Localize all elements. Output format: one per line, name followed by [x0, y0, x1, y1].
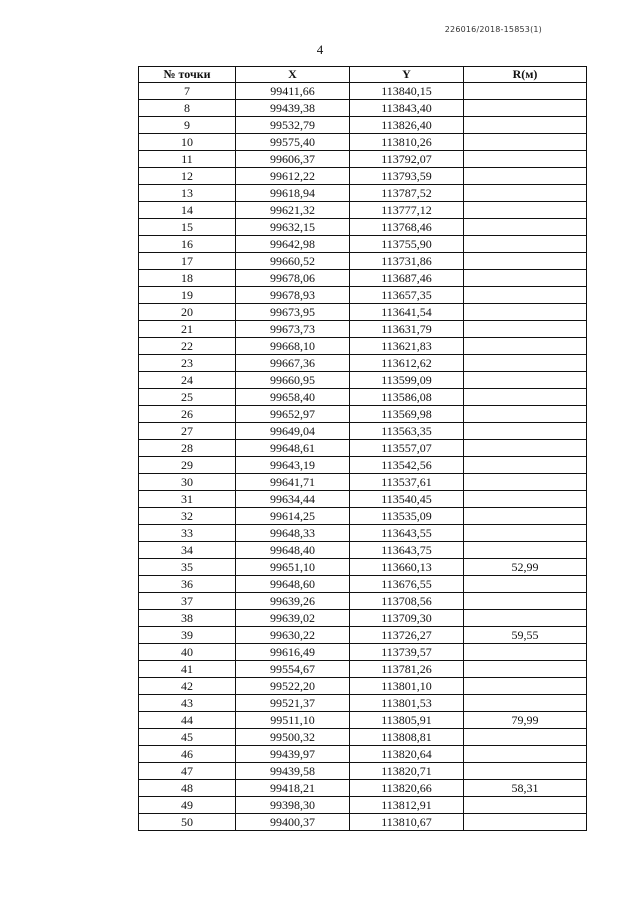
- table-row: [139, 372, 587, 389]
- cell-point-number: 22: [139, 338, 236, 355]
- table-row: [139, 627, 587, 644]
- cell-radius: [464, 542, 587, 559]
- cell-x: 99648,61: [236, 440, 350, 457]
- table-row: [139, 134, 587, 151]
- cell-radius: [464, 576, 587, 593]
- table-row: [139, 219, 587, 236]
- cell-radius: 79,99: [464, 712, 587, 729]
- cell-y: 113643,55: [350, 525, 464, 542]
- table-row: [139, 508, 587, 525]
- cell-y: 113820,64: [350, 746, 464, 763]
- cell-point-number: 27: [139, 423, 236, 440]
- cell-radius: [464, 202, 587, 219]
- cell-y: 113826,40: [350, 117, 464, 134]
- cell-radius: [464, 321, 587, 338]
- cell-radius: [464, 525, 587, 542]
- cell-point-number: 9: [139, 117, 236, 134]
- cell-radius: [464, 797, 587, 814]
- cell-x: 99658,40: [236, 389, 350, 406]
- cell-radius: [464, 729, 587, 746]
- cell-point-number: 14: [139, 202, 236, 219]
- cell-y: 113805,91: [350, 712, 464, 729]
- table-row: [139, 304, 587, 321]
- cell-point-number: 16: [139, 236, 236, 253]
- cell-radius: [464, 117, 587, 134]
- cell-y: 113709,30: [350, 610, 464, 627]
- table-row: [139, 100, 587, 117]
- table-row: [139, 202, 587, 219]
- cell-radius: [464, 304, 587, 321]
- cell-point-number: 8: [139, 100, 236, 117]
- cell-x: 99614,25: [236, 508, 350, 525]
- table-row: [139, 593, 587, 610]
- header-y: Y: [350, 67, 464, 83]
- cell-point-number: 13: [139, 185, 236, 202]
- cell-point-number: 47: [139, 763, 236, 780]
- cell-radius: [464, 610, 587, 627]
- cell-x: 99641,71: [236, 474, 350, 491]
- cell-radius: [464, 406, 587, 423]
- table-row: [139, 185, 587, 202]
- cell-x: 99648,40: [236, 542, 350, 559]
- cell-radius: [464, 814, 587, 831]
- cell-y: 113777,12: [350, 202, 464, 219]
- coordinates-table: [138, 66, 587, 831]
- cell-radius: [464, 763, 587, 780]
- table-row: [139, 746, 587, 763]
- cell-point-number: 48: [139, 780, 236, 797]
- cell-y: 113657,35: [350, 287, 464, 304]
- cell-x: 99678,93: [236, 287, 350, 304]
- cell-y: 113563,35: [350, 423, 464, 440]
- table-row: [139, 661, 587, 678]
- cell-y: 113676,55: [350, 576, 464, 593]
- cell-point-number: 10: [139, 134, 236, 151]
- cell-y: 113643,75: [350, 542, 464, 559]
- table-row: [139, 576, 587, 593]
- cell-point-number: 36: [139, 576, 236, 593]
- table-row: [139, 389, 587, 406]
- cell-x: 99418,21: [236, 780, 350, 797]
- table-row: [139, 525, 587, 542]
- cell-point-number: 33: [139, 525, 236, 542]
- table-row: [139, 712, 587, 729]
- cell-x: 99632,15: [236, 219, 350, 236]
- cell-x: 99673,73: [236, 321, 350, 338]
- table-row: [139, 542, 587, 559]
- cell-point-number: 25: [139, 389, 236, 406]
- table-header-row: [139, 67, 587, 83]
- cell-point-number: 30: [139, 474, 236, 491]
- table-row: [139, 814, 587, 831]
- cell-y: 113739,57: [350, 644, 464, 661]
- table-row: [139, 491, 587, 508]
- table-row: [139, 236, 587, 253]
- cell-y: 113708,56: [350, 593, 464, 610]
- cell-point-number: 18: [139, 270, 236, 287]
- cell-point-number: 43: [139, 695, 236, 712]
- table-row: [139, 610, 587, 627]
- table-row: [139, 423, 587, 440]
- cell-y: 113787,52: [350, 185, 464, 202]
- cell-x: 99642,98: [236, 236, 350, 253]
- cell-radius: [464, 134, 587, 151]
- cell-x: 99651,10: [236, 559, 350, 576]
- table-row: [139, 457, 587, 474]
- cell-point-number: 35: [139, 559, 236, 576]
- cell-y: 113801,10: [350, 678, 464, 695]
- cell-radius: [464, 253, 587, 270]
- cell-point-number: 46: [139, 746, 236, 763]
- cell-y: 113569,98: [350, 406, 464, 423]
- cell-x: 99398,30: [236, 797, 350, 814]
- table-row: [139, 168, 587, 185]
- table-row: [139, 83, 587, 100]
- cell-x: 99618,94: [236, 185, 350, 202]
- cell-x: 99634,44: [236, 491, 350, 508]
- cell-x: 99575,40: [236, 134, 350, 151]
- cell-x: 99521,37: [236, 695, 350, 712]
- cell-x: 99532,79: [236, 117, 350, 134]
- cell-y: 113792,07: [350, 151, 464, 168]
- cell-point-number: 23: [139, 355, 236, 372]
- cell-radius: [464, 678, 587, 695]
- table-row: [139, 559, 587, 576]
- cell-point-number: 29: [139, 457, 236, 474]
- cell-radius: 52,99: [464, 559, 587, 576]
- cell-point-number: 40: [139, 644, 236, 661]
- cell-radius: [464, 270, 587, 287]
- cell-radius: [464, 440, 587, 457]
- table-row: [139, 644, 587, 661]
- cell-radius: 59,55: [464, 627, 587, 644]
- cell-y: 113768,46: [350, 219, 464, 236]
- cell-x: 99678,06: [236, 270, 350, 287]
- cell-radius: [464, 355, 587, 372]
- cell-x: 99639,26: [236, 593, 350, 610]
- cell-x: 99643,19: [236, 457, 350, 474]
- cell-point-number: 45: [139, 729, 236, 746]
- cell-radius: [464, 287, 587, 304]
- cell-point-number: 17: [139, 253, 236, 270]
- cell-point-number: 15: [139, 219, 236, 236]
- cell-x: 99652,97: [236, 406, 350, 423]
- cell-point-number: 50: [139, 814, 236, 831]
- cell-x: 99612,22: [236, 168, 350, 185]
- cell-y: 113840,15: [350, 83, 464, 100]
- cell-radius: [464, 168, 587, 185]
- cell-radius: [464, 151, 587, 168]
- cell-y: 113557,07: [350, 440, 464, 457]
- cell-radius: [464, 236, 587, 253]
- table-row: [139, 729, 587, 746]
- cell-radius: [464, 491, 587, 508]
- cell-x: 99439,58: [236, 763, 350, 780]
- cell-x: 99606,37: [236, 151, 350, 168]
- cell-radius: [464, 338, 587, 355]
- table-row: [139, 440, 587, 457]
- page-number: 4: [316, 42, 324, 57]
- table-row: [139, 321, 587, 338]
- cell-point-number: 20: [139, 304, 236, 321]
- cell-radius: [464, 100, 587, 117]
- cell-point-number: 42: [139, 678, 236, 695]
- cell-radius: [464, 389, 587, 406]
- cell-x: 99411,66: [236, 83, 350, 100]
- cell-x: 99400,37: [236, 814, 350, 831]
- cell-point-number: 11: [139, 151, 236, 168]
- cell-y: 113612,62: [350, 355, 464, 372]
- cell-point-number: 31: [139, 491, 236, 508]
- cell-y: 113621,83: [350, 338, 464, 355]
- cell-point-number: 34: [139, 542, 236, 559]
- cell-x: 99649,04: [236, 423, 350, 440]
- table-row: [139, 253, 587, 270]
- cell-y: 113731,86: [350, 253, 464, 270]
- cell-y: 113820,66: [350, 780, 464, 797]
- cell-y: 113810,67: [350, 814, 464, 831]
- cell-y: 113781,26: [350, 661, 464, 678]
- header-x: X: [236, 67, 350, 83]
- cell-point-number: 28: [139, 440, 236, 457]
- cell-radius: [464, 593, 587, 610]
- cell-y: 113843,40: [350, 100, 464, 117]
- cell-x: 99621,32: [236, 202, 350, 219]
- cell-x: 99554,67: [236, 661, 350, 678]
- table-row: [139, 695, 587, 712]
- table-row: [139, 270, 587, 287]
- cell-point-number: 44: [139, 712, 236, 729]
- table-row: [139, 678, 587, 695]
- cell-y: 113726,27: [350, 627, 464, 644]
- cell-x: 99522,20: [236, 678, 350, 695]
- cell-y: 113535,09: [350, 508, 464, 525]
- cell-y: 113812,91: [350, 797, 464, 814]
- table-row: [139, 406, 587, 423]
- cell-radius: [464, 423, 587, 440]
- cell-point-number: 41: [139, 661, 236, 678]
- cell-radius: [464, 746, 587, 763]
- cell-y: 113537,61: [350, 474, 464, 491]
- cell-y: 113641,54: [350, 304, 464, 321]
- table-row: [139, 338, 587, 355]
- cell-y: 113542,56: [350, 457, 464, 474]
- cell-x: 99500,32: [236, 729, 350, 746]
- cell-point-number: 49: [139, 797, 236, 814]
- cell-x: 99511,10: [236, 712, 350, 729]
- cell-point-number: 26: [139, 406, 236, 423]
- table-row: [139, 117, 587, 134]
- cell-y: 113801,53: [350, 695, 464, 712]
- cell-point-number: 19: [139, 287, 236, 304]
- cell-radius: [464, 661, 587, 678]
- cell-point-number: 12: [139, 168, 236, 185]
- cell-radius: [464, 474, 587, 491]
- cell-y: 113540,45: [350, 491, 464, 508]
- cell-y: 113687,46: [350, 270, 464, 287]
- table-row: [139, 763, 587, 780]
- cell-x: 99648,33: [236, 525, 350, 542]
- cell-point-number: 37: [139, 593, 236, 610]
- cell-x: 99667,36: [236, 355, 350, 372]
- table-row: [139, 151, 587, 168]
- cell-x: 99660,95: [236, 372, 350, 389]
- cell-radius: [464, 644, 587, 661]
- cell-point-number: 38: [139, 610, 236, 627]
- cell-radius: [464, 185, 587, 202]
- cell-point-number: 21: [139, 321, 236, 338]
- cell-radius: [464, 457, 587, 474]
- cell-radius: [464, 508, 587, 525]
- document-id: 226016/2018-15853(1): [444, 25, 542, 34]
- cell-x: 99639,02: [236, 610, 350, 627]
- cell-point-number: 39: [139, 627, 236, 644]
- cell-radius: [464, 83, 587, 100]
- table-row: [139, 355, 587, 372]
- cell-x: 99648,60: [236, 576, 350, 593]
- table-row: [139, 797, 587, 814]
- cell-y: 113820,71: [350, 763, 464, 780]
- cell-y: 113631,79: [350, 321, 464, 338]
- cell-y: 113810,26: [350, 134, 464, 151]
- cell-point-number: 32: [139, 508, 236, 525]
- cell-x: 99439,38: [236, 100, 350, 117]
- cell-y: 113660,13: [350, 559, 464, 576]
- cell-x: 99660,52: [236, 253, 350, 270]
- cell-y: 113793,59: [350, 168, 464, 185]
- cell-x: 99673,95: [236, 304, 350, 321]
- cell-radius: [464, 695, 587, 712]
- cell-point-number: 7: [139, 83, 236, 100]
- cell-y: 113808,81: [350, 729, 464, 746]
- header-point-number: № точки: [139, 67, 236, 83]
- cell-radius: [464, 219, 587, 236]
- header-radius: R(м): [464, 67, 587, 83]
- cell-radius: [464, 372, 587, 389]
- cell-y: 113755,90: [350, 236, 464, 253]
- table-row: [139, 474, 587, 491]
- table-row: [139, 780, 587, 797]
- cell-y: 113586,08: [350, 389, 464, 406]
- table-body: [139, 83, 587, 831]
- cell-x: 99439,97: [236, 746, 350, 763]
- cell-x: 99616,49: [236, 644, 350, 661]
- cell-radius: 58,31: [464, 780, 587, 797]
- cell-point-number: 24: [139, 372, 236, 389]
- cell-y: 113599,09: [350, 372, 464, 389]
- table-row: [139, 287, 587, 304]
- cell-x: 99630,22: [236, 627, 350, 644]
- cell-x: 99668,10: [236, 338, 350, 355]
